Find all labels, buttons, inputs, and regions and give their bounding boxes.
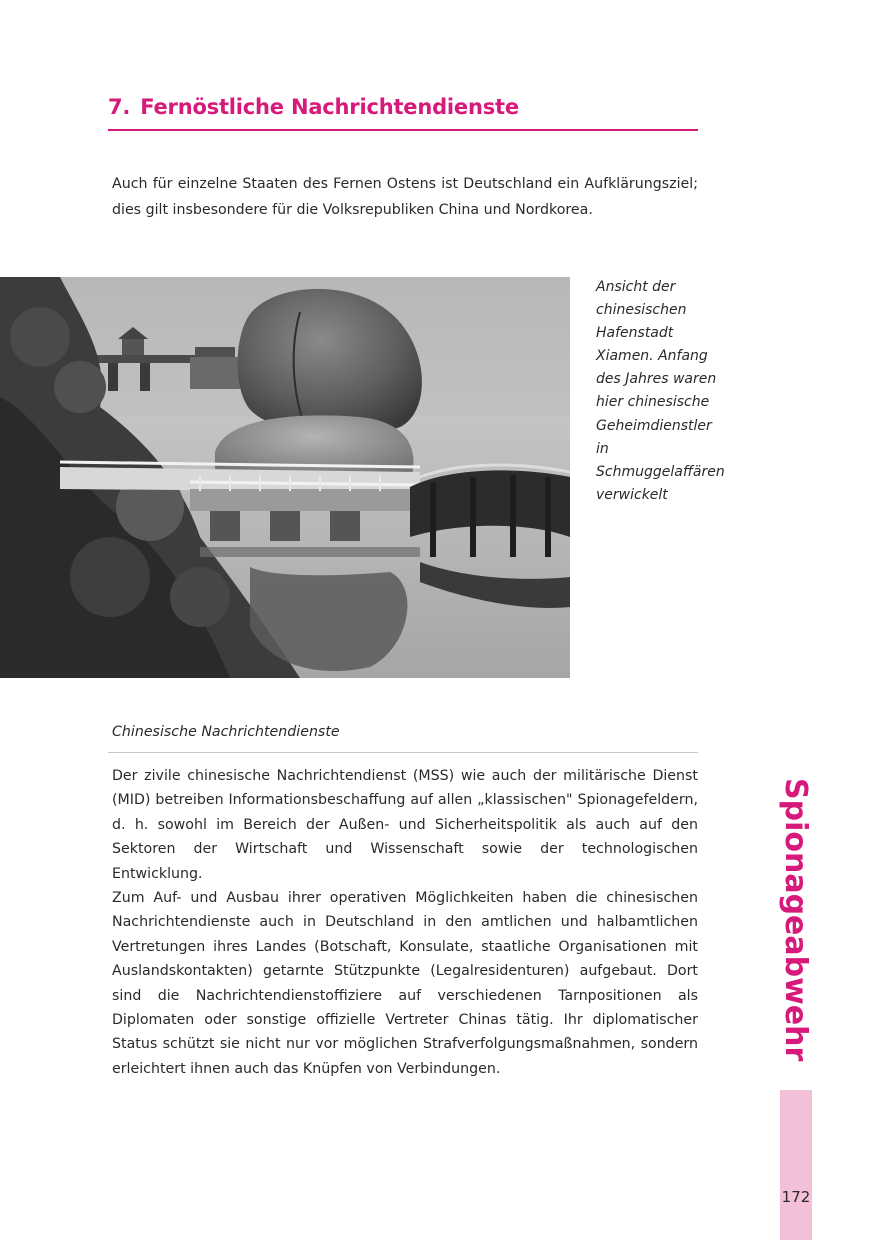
photo-caption: Ansicht der chinesischen Hafenstadt Xiamen. Anfang des Jahres waren hier chinesische Geheimdienstler in Schmuggelaffären verwickelt [596, 279, 725, 503]
side-tab-title: Spionageabwehr [778, 778, 813, 1062]
section-subheading: Chinesische Nachrichtendienste [112, 724, 340, 740]
section-body [112, 764, 698, 1081]
chapter-number: 7. [108, 95, 131, 119]
page-number: 172 [781, 1188, 811, 1206]
chapter-heading [108, 92, 698, 122]
harbor-photo [0, 277, 570, 678]
body-paragraph: Zum Auf- und Ausbau ihrer operativen Möglichkeiten haben die chinesischen Nachrichtendienste auch in Deutschland in den amtlichen und halbamtlichen Vertretungen ihres Landes (Botschaft, Konsulate, staatliche Organisationen mit Auslandskontakten) getarnte Stützpunkte (Legalresidenturen) aufgebaut. Dort sind die Nachrichtendienstoffiziere auf verschiedenen Tarnpositionen als Diplomaten oder sonstige offizielle Vertreter Chinas tätig. Ihr diplomatischer Status schützt sie nicht nur vor möglichen Strafverfolgungsmaßnahmen, sondern erleichtert ihnen auch das Knüpfen von Verbindungen. [112, 890, 698, 1077]
heading-rule [108, 129, 698, 131]
side-tab-band [780, 1090, 812, 1240]
intro-paragraph: Auch für einzelne Staaten des Fernen Ostens ist Deutschland ein Aufklärungsziel; dies gilt insbesondere für die Volksrepubliken China und Nordkorea. [112, 176, 698, 218]
subheading-rule [108, 752, 698, 753]
chapter-title: Fernöstliche Nachrichtendienste [140, 95, 519, 119]
body-paragraph: Der zivile chinesische Nachrichtendienst (MSS) wie auch der militärische Dienst (MID) betreiben Informationsbeschaffung auf allen „klassischen" Spionagefeldern, d. h. sowohl im Bereich der Außen- und Sicherheitspolitik als auch auf den Sektoren der Wirtschaft und Wissenschaft sowie der technologischen Entwicklung. [112, 768, 698, 882]
